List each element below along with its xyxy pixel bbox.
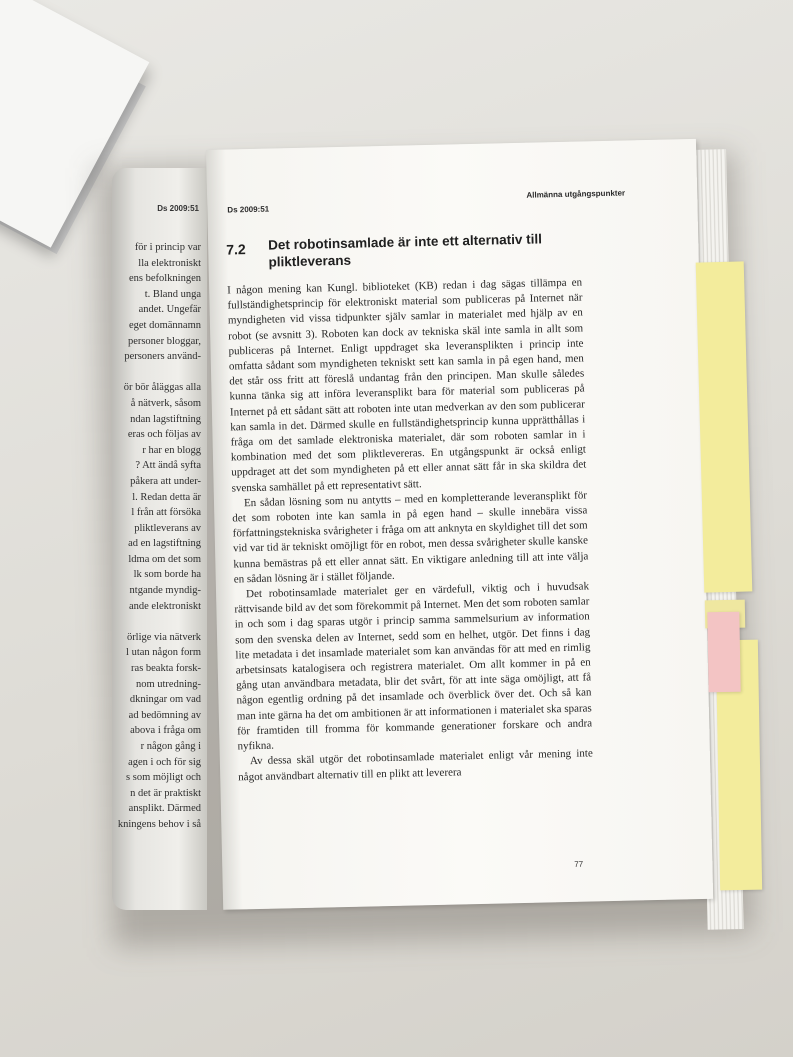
running-head-right: Allmänna utgångspunkter [526,188,626,200]
left-page-line: r har en blogg [142,444,201,456]
left-page-line: ntgande myndig- [129,585,201,597]
body-text [227,276,593,786]
left-page-line: n det är praktiskt [130,787,201,799]
left-page [112,168,207,910]
left-page-line: personer bloggar, [127,335,201,347]
left-page-line: ad bedömning av [128,709,201,721]
left-page-gap [112,614,201,630]
left-page-line: ör bör åläggas alla [123,382,201,394]
left-page-line: ande elektroniskt [128,600,201,612]
left-page-line: eget domännamn [128,319,201,331]
left-page-line: ad en lagstiftning [128,538,201,550]
left-page-line: abova i fråga om [130,725,201,737]
section-number: 7.2 [226,241,246,258]
sticky-note-yellow [696,261,753,592]
left-page-line: lla elektroniskt [138,257,201,269]
left-page-line: ens befolkningen [128,273,201,285]
left-page-line: l. Redan detta är [132,491,201,503]
left-page-line: andet. Ungefär [138,304,201,316]
left-page-line: lk som borde ha [133,569,201,581]
paragraph: Det robotinsamlade materialet ger en värdefull, viktig och i huvudsak rättvisande bild av det som förekommit på Internet. Men det som roboten samlar in och som i dag sparas utgör i princip samma sammelsurium av information som den svenska delen av Internet, sedd som en helhet, utgör. Det finns i dag lite metadata i det insamlade materialet som kan användas för att med en rimlig arbetsinsats katalogisera och registrera materialet. Om allt kommer in på en gång utan användbara metadata, blir det svårt, för att inte säga omöjligt, att få någon egentlig ordning på det insamlade och överblick över det. Och så kan man inte gärna ha det om ambitionen är att informationen i materialet ska sparas för framtiden till fromma för kommande generationer forskare och andra nyfikna. [234,580,593,753]
left-page-line: å nätverk, såsom [130,397,201,409]
left-page-line: l från att försöka [131,507,201,519]
left-page-text [112,240,201,833]
left-page-line: l utan någon form [126,647,201,659]
left-page-header: Ds 2009:51 [157,204,199,213]
left-page-line: s som möjligt och [126,772,201,784]
left-page-line: påkera att under- [130,475,201,487]
left-page-gap [112,365,201,381]
left-page-line: ? Att ändå syfta [135,460,201,472]
left-page-line: kningens behov i så [117,818,201,830]
right-page [206,139,713,910]
left-page-line: örlige via nätverk [126,631,201,643]
running-head-left: Ds 2009:51 [227,204,270,215]
left-page-line: nom utredning- [135,678,201,690]
left-page-line: eras och följas av [127,429,201,441]
left-page-line: ldma om det som [128,553,201,565]
left-page-line: ansplikt. Därmed [128,803,201,815]
left-page-line: ras beakta forsk- [131,663,201,675]
paragraph: En sådan lösning som nu antytts – med en kompletterande leveransplikt för det som roboten inte kan samla in på egen hand – skulle innebära vissa författningstekniska svårigheter i fråga om att anknyta en skyldighet till det som vid var tid är tekniskt omöjligt för en robot, men dessa svårigheter skulle kanske kunna bemästras på ett eller annat sätt. En viktigare anledning till att inte välja en sådan lösning är i stället följande. [232,489,589,586]
left-page-line: r någon gång i [140,741,201,752]
left-page-line: för i princip var [134,242,201,253]
page-number: 77 [574,859,584,869]
section-title: Det robotinsamlade är inte ett alternativ till pliktleverans [268,231,543,270]
left-page-line: t. Bland unga [144,288,201,300]
left-page-line: dkningar om vad [129,694,201,706]
paragraph: Av dessa skäl utgör det robotinsamlade materialet enligt vår mening inte något användbart alternativ till en plikt att leverera [238,747,593,783]
paragraph: I någon mening kan Kungl. biblioteket (KB) redan i dag sägas tillämpa en fullständighetsprincip för elektroniskt material som publiceras på Internet när myndigheten vid vissa tidpunkter själv samlar in materialet med hjälp av en robot (se avsnitt 3). Roboten kan dock av tekniska skäl inte samla in allt som publiceras på Internet. Enligt uppdraget ska leveransplikten i princip inte omfatta sådant som myndigheten tekniskt sett kan samla in på egen hand, men det står oss fritt att föreslå undantag från den principen. Man skulle således kunna tänka sig att införa leveransplikt bara för material som publiceras på Internet på ett sådant sätt att roboten inte utan medverkan av den som publicerar kan samla in det. Därmed skulle en fullständighetsprincip kunna upprätthållas i fråga om det samlade elektroniska materialet, där som roboten samlar in i kombination med det som pliktlevereras. En utgångspunkt är också enligt uppdraget att det som myndigheten på ett eller annat sätt får in ska skildra det svenska samhället på ett representativt sätt. [227,276,587,495]
left-page-line: ndan lagstiftning [130,413,201,425]
left-page-line: personers använd- [124,351,201,363]
left-page-line: pliktleverans av [134,522,201,534]
left-page-line: agen i och för sig [128,756,201,768]
sticky-note-pink [707,612,740,693]
